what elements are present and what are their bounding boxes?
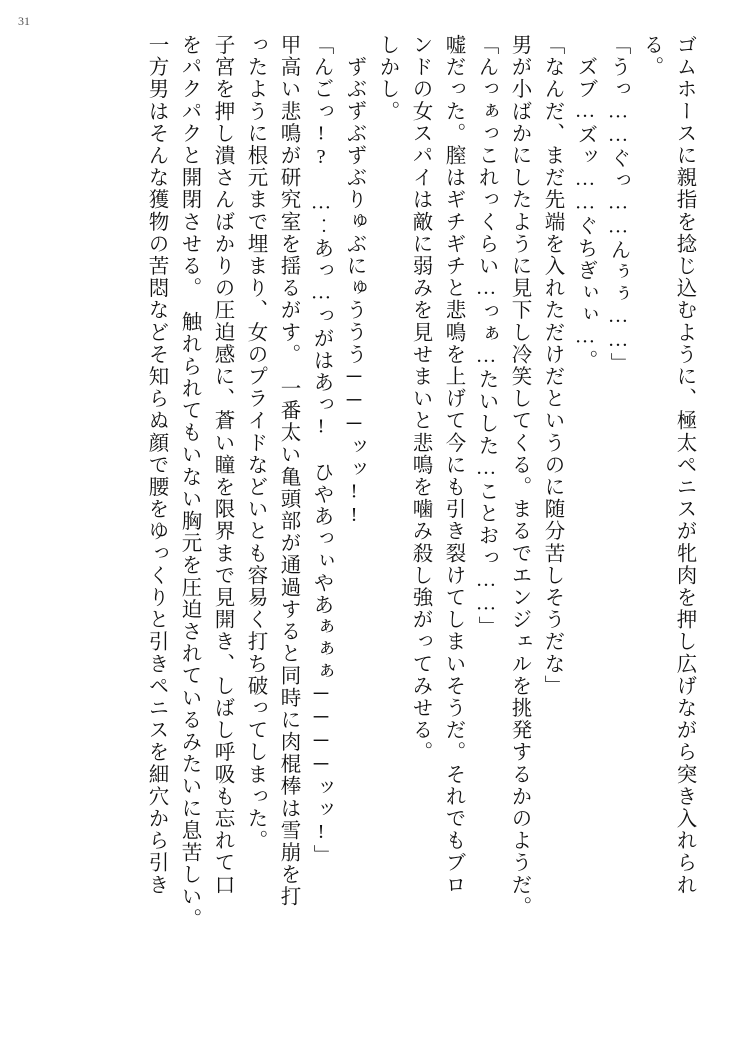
text-line: 甲高い悲鳴が研究室を揺るがす。 一番太い亀頭部が通過すると同時に肉棍棒は雪崩を打 bbox=[277, 34, 299, 908]
text-line: ンドの女スパイは敵に弱みを見せまいと悲鳴を噛み殺し強がってみせる。 bbox=[409, 34, 431, 764]
text-line: 「んっぁっこれっくらい…っぁ…たいした…ことおっ……」 bbox=[475, 34, 497, 639]
page-number: 31 bbox=[18, 14, 30, 28]
text-line: をパクパクと開閉させる。 触れられてもいない胸元を圧迫されているみたいに息苦しい。 bbox=[178, 34, 200, 930]
text-line: ずぶずぶずぶりゅぶにゅううう───ッッ!! bbox=[343, 56, 365, 528]
text-line: 男が小ばかにしたように見下し冷笑してくる。まるでエンジェルを挑発するかのようだ。 bbox=[508, 34, 530, 918]
text-line: る。 bbox=[640, 34, 662, 79]
text-line: 「なんだ、まだ先端を入れただけだというのに随分苦しそうだな」 bbox=[541, 34, 563, 697]
text-line: しかし。 bbox=[376, 34, 398, 123]
text-line: 「うっ……ぐっ……んぅぅ……」 bbox=[607, 34, 629, 375]
text-line: 嘘だった。膣はギチギチと悲鳴を上げて今にも引き裂けてしまいそうだ。それでもブロ bbox=[442, 34, 464, 896]
text-line: ったように根元まで埋まり、女のプライドなどいとも容易く打ち破ってしまった。 bbox=[244, 34, 266, 852]
text-line: ズブ…ズッ……ぐちぎぃぃ…。 bbox=[574, 56, 596, 372]
text-line: 一方男はそんな獲物の苦悶などそ知らぬ顔で腰をゆっくりと引きペニスを細穴から引き bbox=[145, 34, 167, 896]
text-line: 「んごっ!? …‥あっ…っがはあっ! ひやあっぃやあぁぁぁ────ッッ!」 bbox=[310, 34, 332, 867]
text-line: ゴムホースに親指を捻じ込むように、極太ペニスが牝肉を押し広げながら突き入れられ bbox=[673, 34, 695, 896]
text-line: 子宮を押し潰さんばかりの圧迫感に、蒼い瞳を限界まで見開き、しばし呼吸も忘れて口 bbox=[211, 34, 233, 896]
vertical-text-block bbox=[46, 34, 694, 1008]
